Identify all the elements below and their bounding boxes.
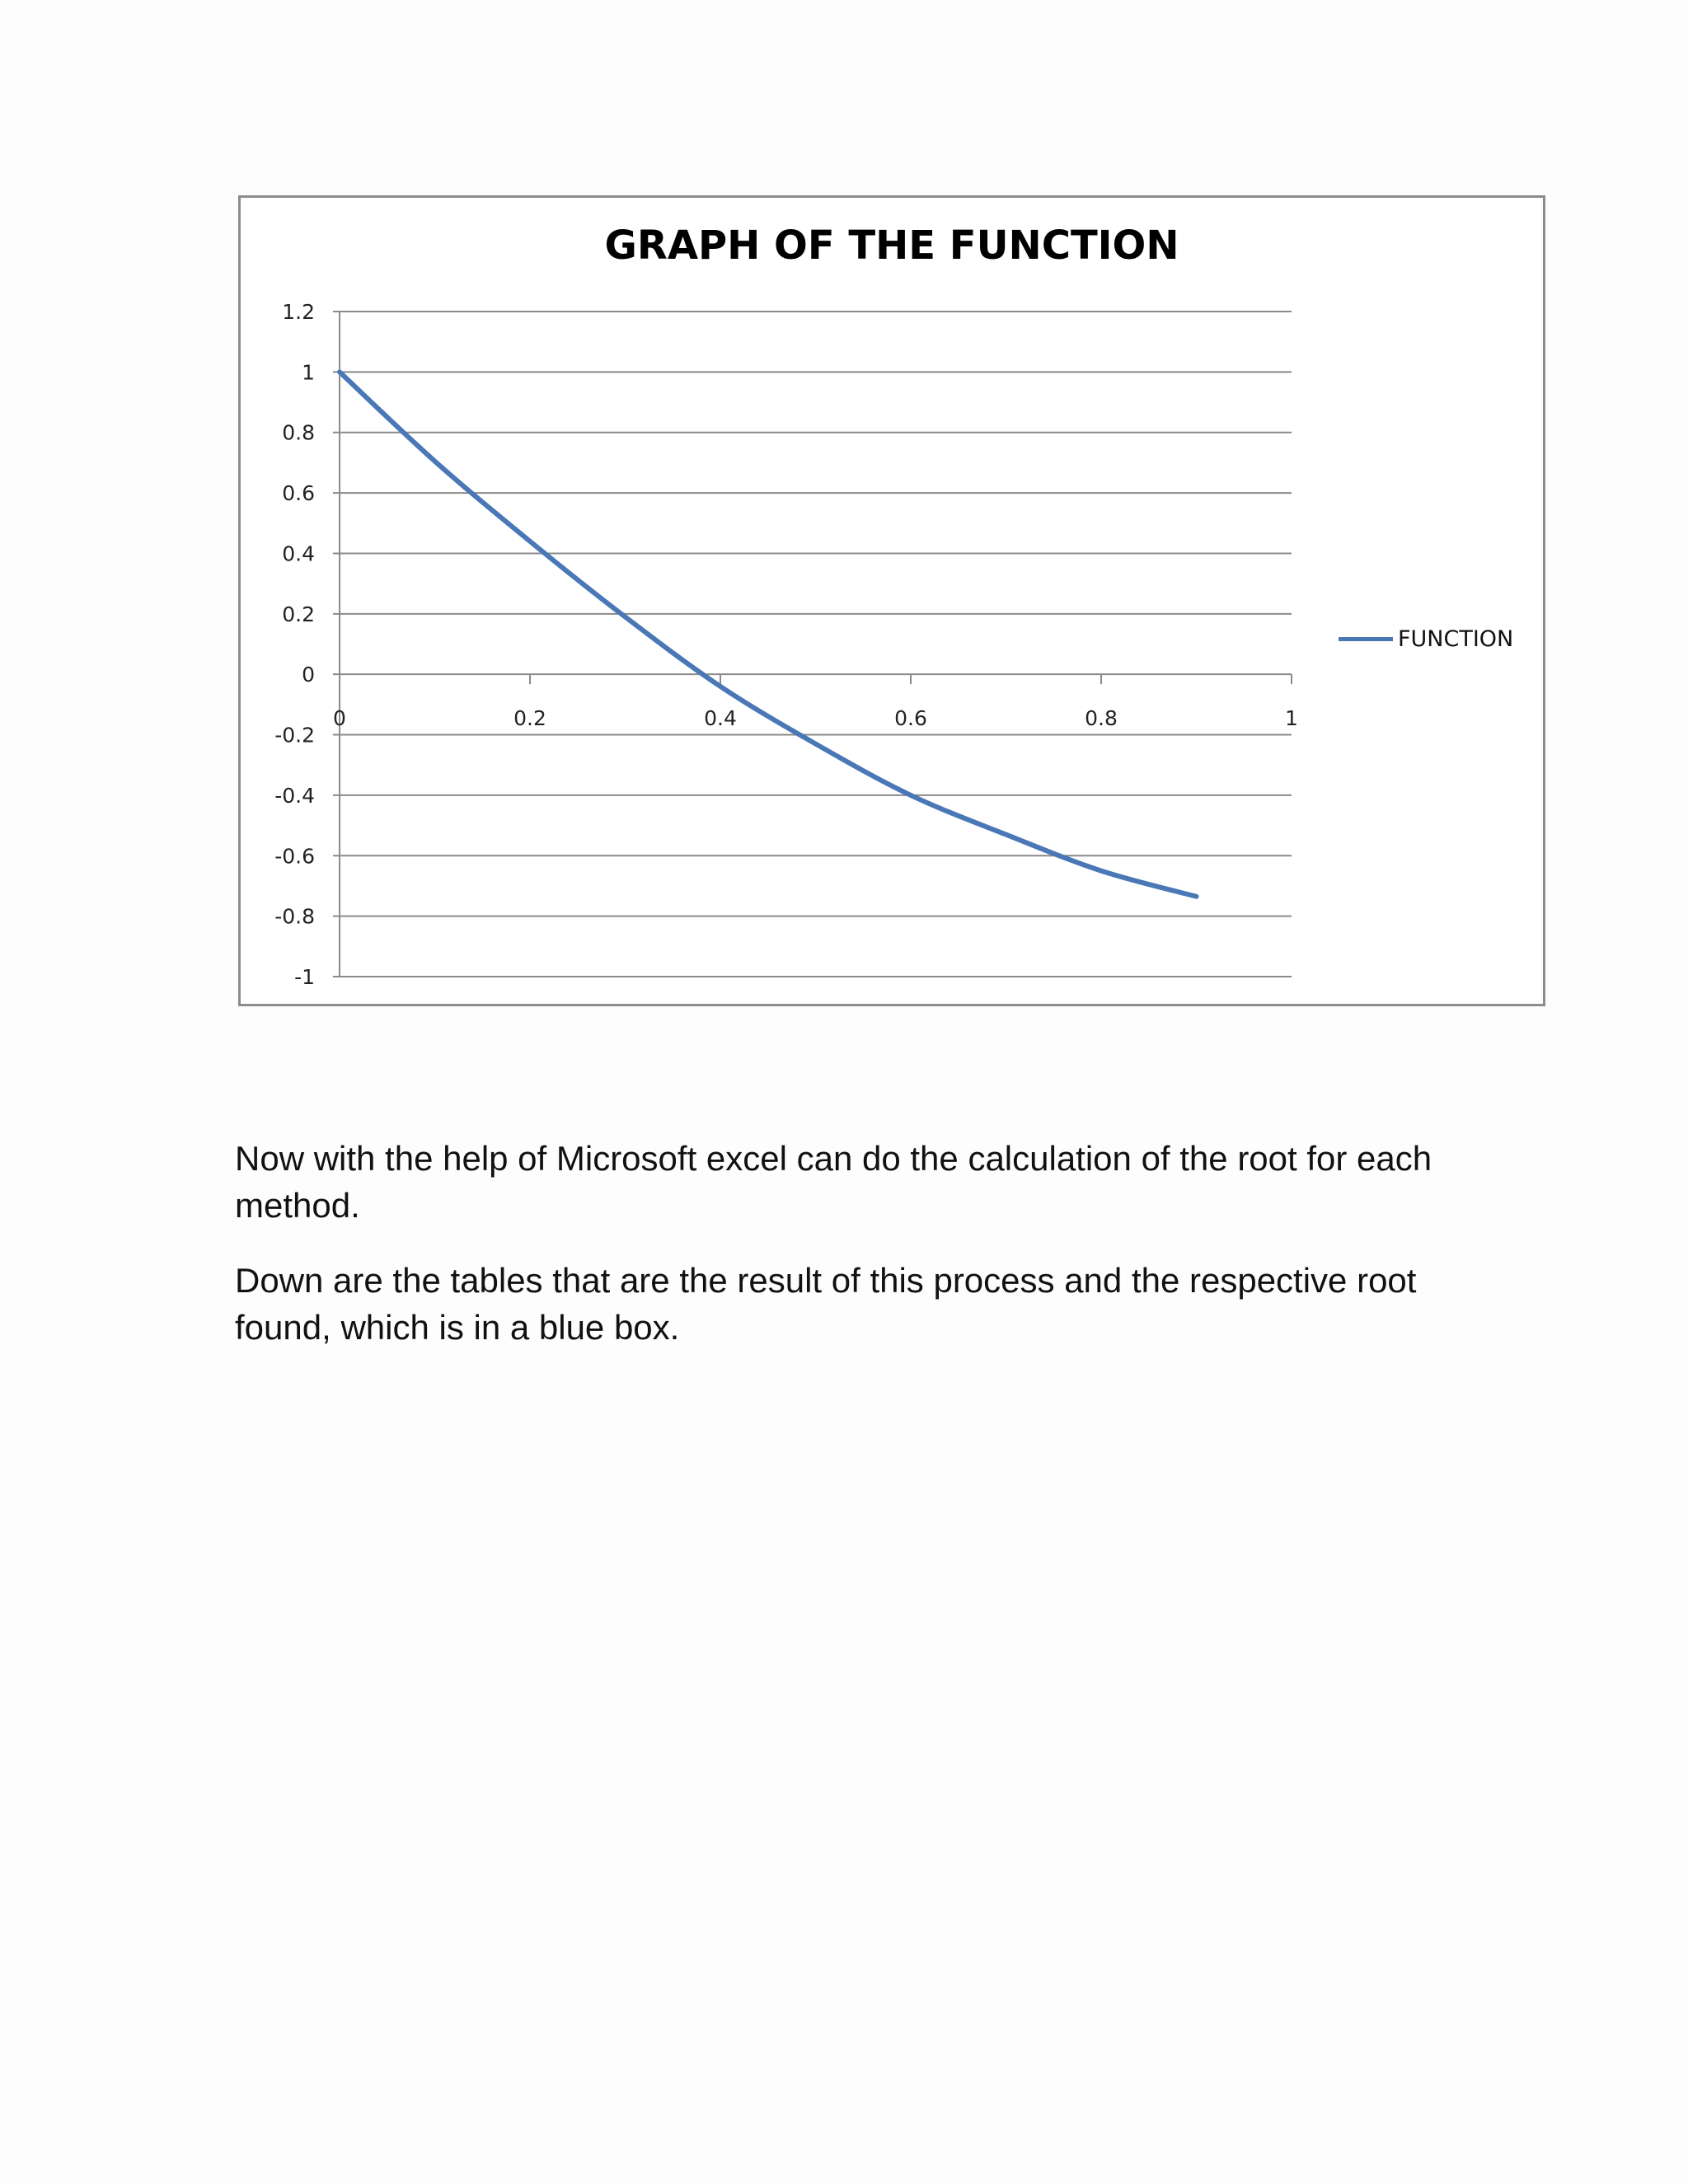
y-tick-label: -0.4 [274, 783, 315, 808]
paragraph-excel-calculation: Now with the help of Microsoft excel can do the calculation of the root for each method. [235, 1139, 1432, 1225]
y-tick-label: -0.2 [274, 723, 315, 748]
chart-plot [241, 198, 1543, 1004]
legend-line-swatch [1339, 637, 1393, 641]
x-tick-label: 1 [1285, 706, 1298, 731]
y-tick-label: 0.2 [282, 602, 315, 626]
y-tick-label: 0 [302, 663, 315, 687]
y-tick-label: -1 [294, 965, 315, 989]
y-tick-label: 1.2 [282, 300, 315, 324]
chart-title: GRAPH OF THE FUNCTION [604, 223, 1179, 269]
y-tick-label: 0.6 [282, 481, 315, 506]
x-tick-label: 0.2 [513, 706, 546, 731]
x-tick-label: 0.4 [704, 706, 737, 731]
x-tick-label: 0.8 [1085, 706, 1118, 731]
x-tick-label: 0.6 [894, 706, 927, 731]
legend-label-function: FUNCTION [1398, 626, 1514, 652]
y-tick-label: -0.6 [274, 844, 315, 869]
series-line-function [340, 372, 1197, 896]
chart-legend [1339, 626, 1513, 652]
chart-container [238, 195, 1545, 1006]
y-tick-label: -0.8 [274, 904, 315, 929]
y-tick-label: 0.4 [282, 541, 315, 566]
y-tick-label: 1 [302, 360, 315, 385]
paragraph-tables-result: Down are the tables that are the result of this process and the respective root found, which is in a blue box. [235, 1261, 1417, 1347]
y-tick-label: 0.8 [282, 420, 315, 445]
x-tick-label: 0 [333, 706, 346, 731]
